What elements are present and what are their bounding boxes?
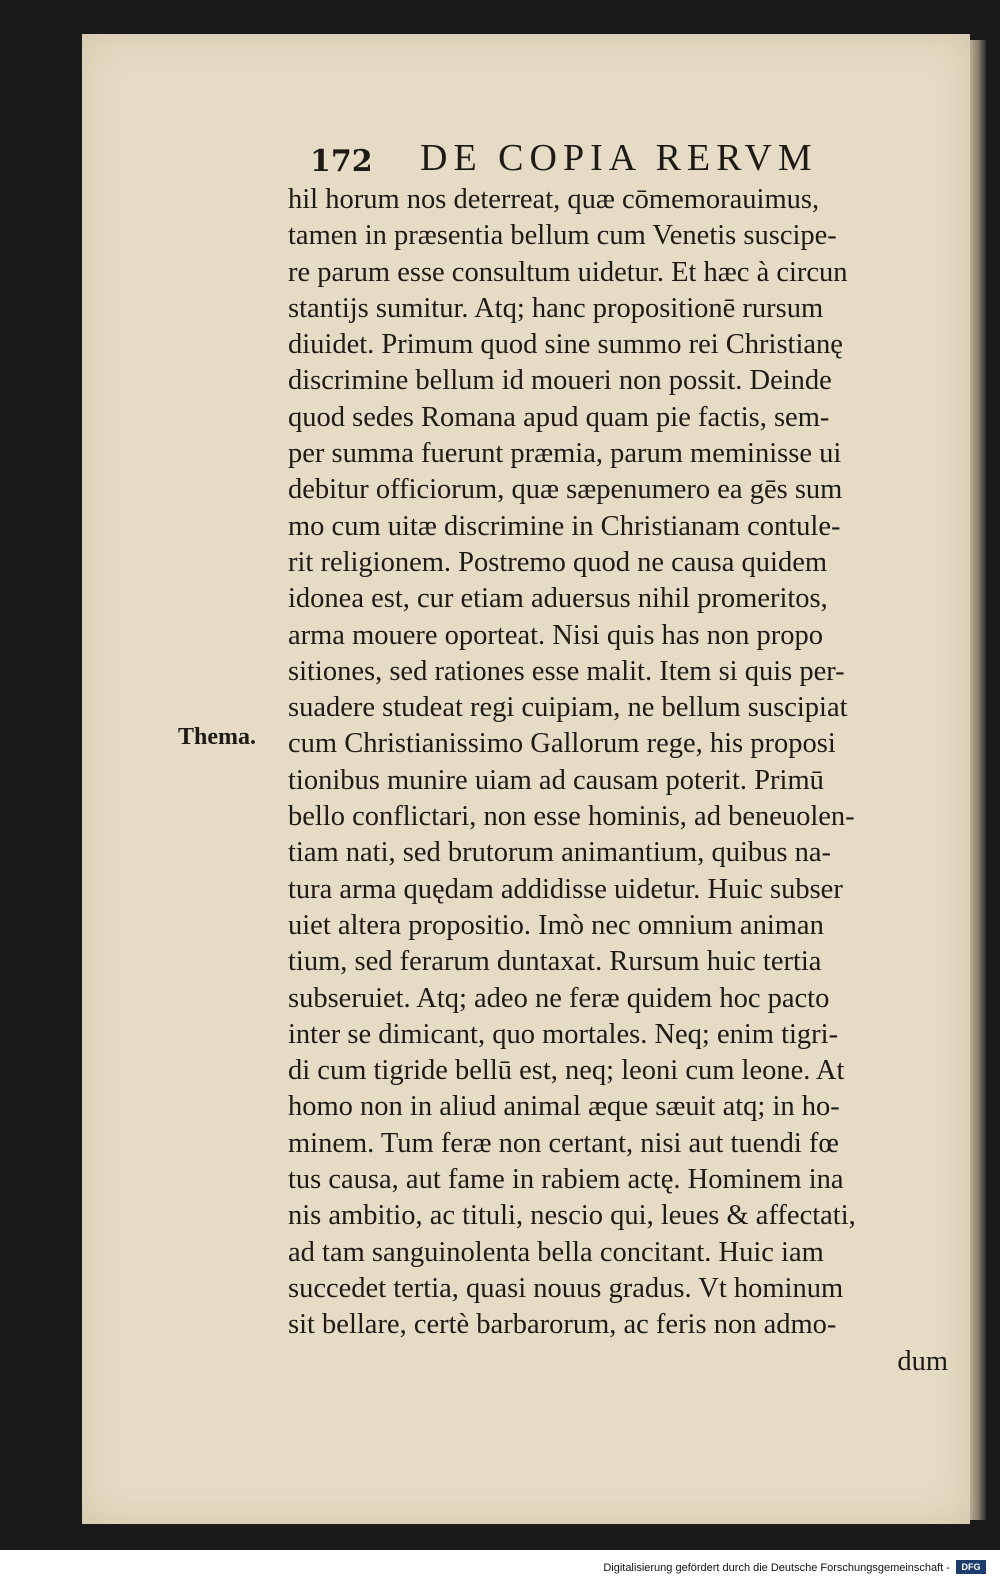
catchword: dum [897,1345,948,1377]
text-line: sitiones, sed rationes esse malit. Item si quis per- [288,655,845,687]
text-line: rit religionem. Postremo quod ne causa quidem [288,546,828,578]
text-line: cum Christianissimo Gallorum rege, his proposi [288,728,836,760]
text-line: tiam nati, sed brutorum animantium, quibus na- [288,837,831,869]
text-line: re parum esse consultum uidetur. Et hæc à circun [288,256,848,288]
text-line: idonea est, cur etiam aduersus nihil promeritos, [288,583,828,615]
text-line: hil horum nos deterreat, quæ cōmemorauimus, [288,184,820,215]
text-line: quod sedes Romana apud quam pie factis, sem- [288,401,830,433]
text-line: arma mouere oporteat. Nisi quis has non propo [288,619,824,651]
text-line: suadere studeat regi cuipiam, ne bellum suscipiat [288,692,848,724]
text-line: inter se dimicant, quo mortales. Neq; enim tigri- [288,1018,839,1050]
dfg-logo-icon: DFG [956,1560,986,1574]
text-line: ad tam sanguinolenta bella concitant. Huic iam [288,1236,824,1268]
text-line: discrimine bellum id moueri non possit. Deinde [288,365,832,397]
text-line: mo cum uitæ discrimine in Christianam contule- [288,510,841,542]
page-number: 172 [310,144,373,179]
page-header [300,136,900,178]
text-line: tionibus munire uiam ad causam poterit. Primū [288,764,824,796]
text-line: tamen in præsentia bellum cum Venetis suscipe- [288,220,837,252]
text-line: di cum tigride bellū est, neq; leoni cum leone. At [288,1055,845,1087]
text-line: tura arma quędam addidisse uidetur. Huic subser [288,873,843,905]
running-title: DE COPIA RERVM [420,137,818,179]
text-line: per summa fuerunt præmia, parum meminisse ui [288,438,842,470]
text-line: stantijs sumitur. Atq; hanc propositionē rursum [288,292,824,324]
text-line: sit bellare, certè barbarorum, ac feris non admo- [288,1309,837,1341]
text-line: subseruiet. Atq; adeo ne feræ quidem hoc pacto [288,982,830,1014]
text-line: homo non in aliud animal æque sæuit atq; in ho- [288,1091,840,1123]
text-line: nis ambitio, ac tituli, nescio qui, leues & affectati, [288,1200,856,1232]
text-line: bello conflictari, non esse hominis, ad beneuolen- [288,801,855,833]
footer-credit: Digitalisierung gefördert durch die Deutsche Forschungsgemeinschaft - [603,1562,950,1574]
text-line: tus causa, aut fame in rabiem actę. Hominem ina [288,1164,844,1196]
text-line: diuidet. Primum quod sine summo rei Christianę [288,329,843,361]
text-line: debitur officiorum, quæ sæpenumero ea gēs sum [288,474,843,506]
text-line: uiet altera propositio. Imò nec omnium animan [288,909,824,941]
text-line: succedet tertia, quasi nouus gradus. Vt hominum [288,1272,844,1304]
marginal-note: Thema. [178,724,256,750]
body-text [288,182,948,1380]
footer-bar [0,1550,1000,1589]
text-line: tium, sed ferarum duntaxat. Rursum huic tertia [288,946,822,978]
text-line: minem. Tum feræ non certant, nisi aut tuendi fœ [288,1127,839,1159]
